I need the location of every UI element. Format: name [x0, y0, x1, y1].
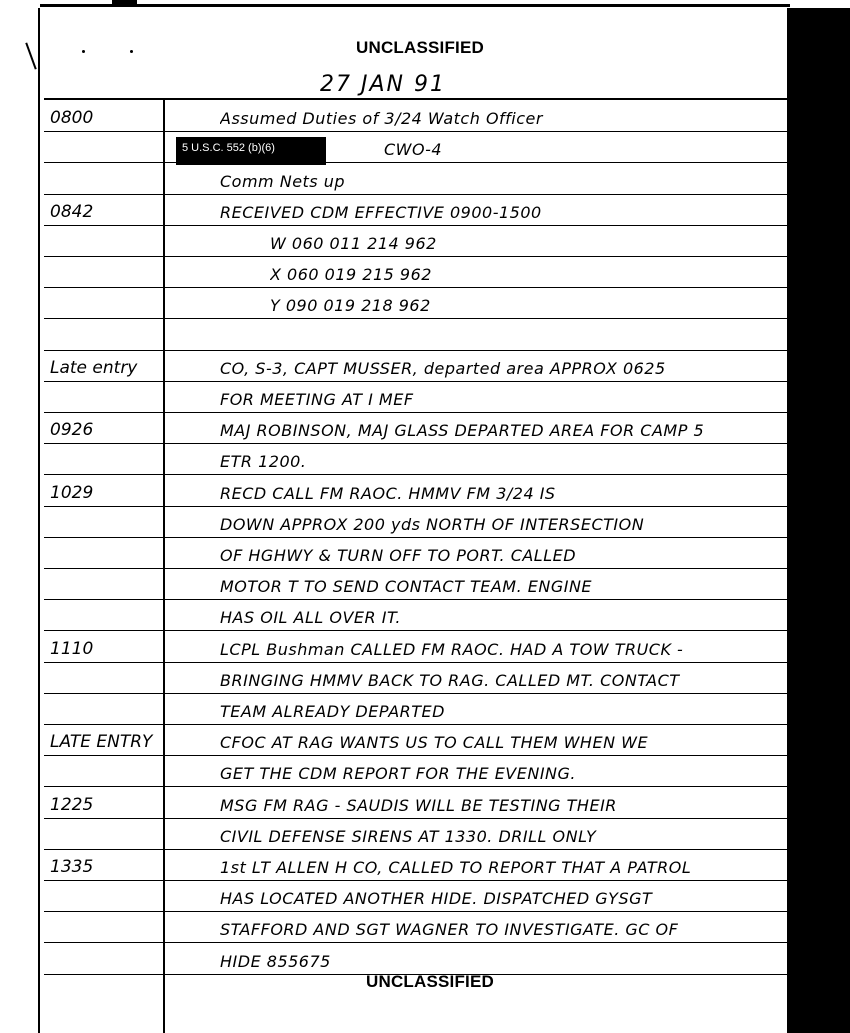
log-row — [44, 443, 787, 475]
log-row-entry: CO, S-3, CAPT MUSSER, departed area APPROX 0625 — [220, 358, 666, 378]
log-row — [44, 911, 787, 943]
log-row-time: 1335 — [50, 856, 94, 877]
log-row-entry: GET THE CDM REPORT FOR THE EVENING. — [220, 764, 576, 784]
log-row-entry: Y 090 019 218 962 — [270, 296, 431, 316]
log-row-entry: LCPL Bushman CALLED FM RAOC. HAD A TOW TRUCK - — [220, 639, 684, 659]
log-row — [44, 724, 787, 756]
redaction-box: 5 U.S.C. 552 (b)(6) — [176, 137, 326, 165]
log-row — [44, 131, 787, 163]
log-row-entry: X 060 019 215 962 — [270, 265, 432, 285]
log-row-time: 1029 — [50, 482, 94, 503]
log-row — [44, 599, 787, 631]
log-row — [44, 942, 787, 974]
log-row — [44, 350, 787, 382]
log-row-time: 1225 — [50, 794, 94, 815]
log-row-entry: MOTOR T TO SEND CONTACT TEAM. ENGINE — [220, 577, 593, 597]
log-row — [44, 162, 787, 194]
log-row-entry: MSG FM RAG - SAUDIS WILL BE TESTING THEIR — [220, 795, 617, 815]
log-row-entry: W 060 011 214 962 — [270, 233, 437, 253]
log-row-entry: RECD CALL FM RAOC. HMMV FM 3/24 IS — [220, 483, 556, 503]
log-row-entry: Comm Nets up — [220, 171, 346, 191]
log-row — [44, 537, 787, 569]
log-row — [44, 662, 787, 694]
log-row-entry: HAS LOCATED ANOTHER HIDE. DISPATCHED GYSGT — [220, 889, 653, 909]
log-row-time: 0800 — [50, 108, 94, 129]
log-row-time: Late entry — [50, 357, 138, 378]
log-row-entry: HIDE 855675 — [220, 951, 331, 971]
log-row-time: 1110 — [50, 638, 94, 659]
log-row-time: LATE ENTRY — [50, 732, 153, 753]
log-row — [44, 287, 787, 319]
log-row — [44, 412, 787, 444]
log-date: 27 JAN 91 — [320, 72, 446, 97]
classification-bottom: UNCLASSIFIED — [365, 972, 495, 991]
log-row-entry: CIVIL DEFENSE SIRENS AT 1330. DRILL ONLY — [220, 826, 597, 846]
log-row — [44, 506, 787, 538]
log-row-entry: RECEIVED CDM EFFECTIVE 0900-1500 — [220, 202, 542, 222]
log-row-entry: CWO-4 — [384, 140, 443, 160]
log-row — [44, 568, 787, 600]
log-row-entry: STAFFORD AND SGT WAGNER TO INVESTIGATE. GC OF — [220, 920, 679, 940]
log-row-entry: TEAM ALREADY DEPARTED — [220, 701, 445, 721]
log-row-entry: ETR 1200. — [220, 452, 307, 472]
log-row-entry: 1st LT ALLEN H CO, CALLED TO REPORT THAT A PATROL — [220, 857, 692, 877]
log-row-entry: CFOC AT RAG WANTS US TO CALL THEM WHEN WE — [220, 733, 649, 753]
log-row — [44, 256, 787, 288]
log-row-entry: BRINGING HMMV BACK TO RAG. CALLED MT. CONTACT — [220, 670, 680, 690]
log-row — [44, 194, 787, 226]
log-row-entry: HAS OIL ALL OVER IT. — [220, 608, 401, 628]
log-row-time: 0842 — [50, 201, 94, 222]
log-row — [44, 755, 787, 787]
scan-top-mark — [112, 0, 137, 6]
classification-top: UNCLASSIFIED — [355, 38, 485, 57]
log-row — [44, 849, 787, 881]
log-row — [44, 630, 787, 662]
scan-top-edge — [40, 4, 790, 7]
log-row-entry: OF HGHWY & TURN OFF TO PORT. CALLED — [220, 545, 577, 565]
time-column-rule — [163, 98, 165, 1033]
log-row — [44, 818, 787, 850]
log-row — [44, 693, 787, 725]
log-row — [44, 381, 787, 413]
scan-left-border — [38, 8, 40, 1033]
log-row-entry: DOWN APPROX 200 yds NORTH OF INTERSECTION — [220, 514, 645, 534]
log-row — [44, 100, 787, 132]
log-row-entry: MAJ ROBINSON, MAJ GLASS DEPARTED AREA FOR CAMP 5 — [220, 421, 705, 441]
log-row-entry: Assumed Duties of 3/24 Watch Officer — [220, 109, 543, 129]
log-row — [44, 880, 787, 912]
log-row — [44, 225, 787, 257]
log-row — [44, 318, 787, 350]
log-row — [44, 786, 787, 818]
log-row-time: 0926 — [50, 420, 94, 441]
log-row — [44, 474, 787, 506]
log-row-entry: FOR MEETING AT I MEF — [220, 389, 414, 409]
